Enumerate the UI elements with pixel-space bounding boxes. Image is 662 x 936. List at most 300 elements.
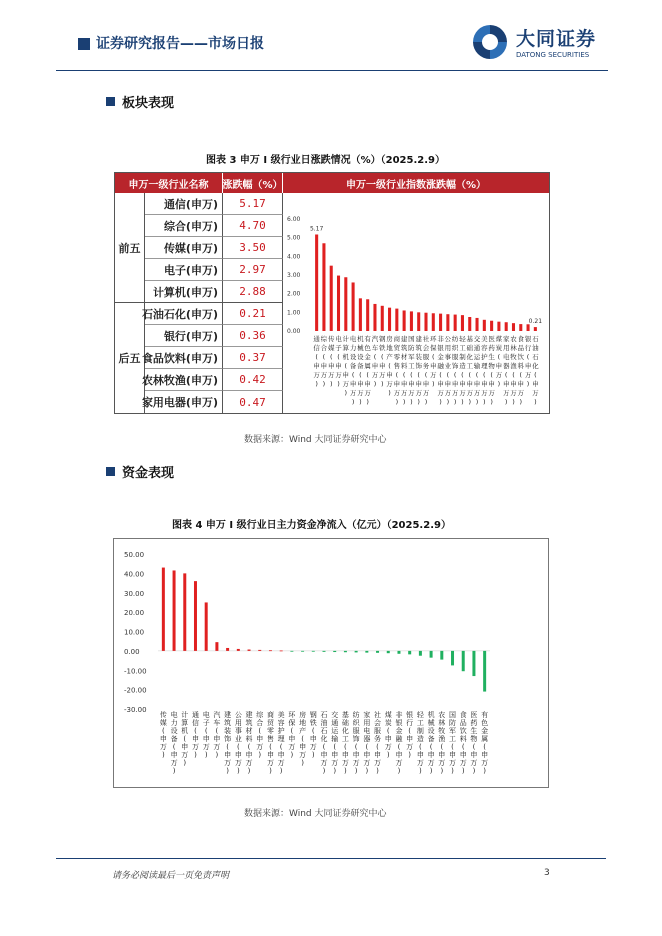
tick-label-char: 容 <box>481 344 488 352</box>
tick-label-char: ) <box>432 380 435 388</box>
tick-label-char: ( <box>410 371 413 379</box>
tick-label-char: 非 <box>395 711 403 719</box>
tick-label-char: 电 <box>202 711 210 719</box>
tick-label-char: ( <box>419 743 422 751</box>
x-tick-label <box>353 710 361 775</box>
x-tick-label <box>408 334 415 406</box>
tick-label-char: 银 <box>395 719 403 727</box>
tick-label-char: 媒 <box>327 344 335 352</box>
tick-label-char: 万 <box>299 751 307 759</box>
tick-label-char: 万 <box>213 743 221 751</box>
bar <box>497 322 500 331</box>
tick-label-char: 申 <box>327 362 335 370</box>
tick-label-char: 汽 <box>371 335 379 343</box>
tick-label-char: 申 <box>352 751 360 759</box>
tick-label-char: 材 <box>400 353 408 361</box>
figure4-chart-frame <box>113 538 549 788</box>
bar <box>505 322 508 331</box>
tick-label-char: 申 <box>517 380 525 388</box>
tick-label-char: ( <box>269 743 272 751</box>
tick-label-char: 万 <box>470 759 478 767</box>
tick-label-char: 申 <box>466 380 473 388</box>
tick-label-char: 万 <box>335 371 342 379</box>
tick-label-char: 生 <box>470 727 478 735</box>
tick-label-char: 器 <box>502 362 510 370</box>
table-row-value: 2.97 <box>223 259 283 281</box>
tick-label-char: ) <box>468 398 472 406</box>
tick-label-char: 申 <box>459 380 466 388</box>
x-tick-label <box>496 334 503 388</box>
tick-label-char: 申 <box>481 380 488 388</box>
tick-label-char: 国 <box>408 335 415 343</box>
table-row-name: 计算机(申万) <box>145 281 223 303</box>
bar <box>337 276 340 331</box>
bar <box>258 650 261 651</box>
tick-label-char: 机 <box>427 711 435 719</box>
x-tick-label <box>518 334 525 406</box>
tick-label-char: 饰 <box>451 362 459 370</box>
tick-label-char: 申 <box>364 380 371 388</box>
tick-label-char: 申 <box>357 380 364 388</box>
tick-label-char: 申 <box>245 751 253 759</box>
tick-label-char: ( <box>497 353 501 361</box>
tick-label-char: 设 <box>349 353 357 361</box>
tick-label-char: 申 <box>449 751 457 759</box>
tick-label-char: ) <box>388 389 391 397</box>
tick-label-char: 工 <box>416 719 424 727</box>
tick-label-char: 申 <box>451 380 459 388</box>
tick-label-char: ( <box>354 743 358 751</box>
tick-label-char: 申 <box>234 751 242 759</box>
tick-label-char: ) <box>247 767 251 775</box>
x-tick-label <box>379 334 386 388</box>
tick-label-char: ) <box>337 380 340 388</box>
tick-label-char: 炭 <box>495 344 503 352</box>
bar <box>519 324 522 331</box>
tick-label-char: ) <box>258 751 262 759</box>
tick-label-char: 公 <box>444 335 452 343</box>
y-tick-label: 0.00 <box>124 647 140 656</box>
tick-label-char: 申 <box>495 362 503 370</box>
tick-label-char: 非 <box>437 335 444 343</box>
bar <box>248 650 251 651</box>
y-tick-label: 4.00 <box>287 253 301 261</box>
tick-label-char: 申 <box>444 380 452 388</box>
tick-label-char: 务 <box>422 362 430 370</box>
tick-label-char: 基 <box>466 335 473 343</box>
bar <box>365 651 368 653</box>
tick-label-char: ) <box>451 767 454 775</box>
tick-label-char: ) <box>386 751 390 759</box>
y-tick-label: 0.00 <box>287 328 301 335</box>
tick-label-char: ) <box>424 398 428 406</box>
bar <box>322 243 325 331</box>
bar <box>355 651 358 653</box>
tick-label-char: 交 <box>331 711 339 719</box>
tick-label-char: 汽 <box>213 711 221 719</box>
tick-label-char: 家 <box>502 335 510 343</box>
tick-label-char: 织 <box>352 719 360 727</box>
tick-label-char: 万 <box>427 759 435 767</box>
tick-label-char: 银 <box>406 711 414 719</box>
x-tick-label <box>428 710 435 775</box>
section-marker <box>106 97 115 106</box>
y-tick-label: 6.00 <box>287 216 301 223</box>
logo <box>470 22 610 64</box>
x-tick-label <box>386 334 393 397</box>
tick-label-char: 渔 <box>438 735 446 743</box>
tick-label-char: 制 <box>459 353 466 361</box>
tick-label-char: 万 <box>349 389 357 397</box>
table-row-name: 农林牧渔(申万) <box>145 369 223 391</box>
tick-label-char: 输 <box>473 362 481 370</box>
tick-label-char: ( <box>432 353 435 361</box>
tick-label-char: ( <box>194 727 197 735</box>
tick-label-char: 商 <box>266 711 274 719</box>
tick-label-char: 色 <box>481 719 489 727</box>
bar <box>352 282 355 331</box>
tick-label-char: ) <box>226 767 229 775</box>
tick-label-char: 铁 <box>379 344 386 352</box>
bar <box>472 651 475 676</box>
tick-label-char: ( <box>290 727 294 735</box>
tick-label-char: 万 <box>532 389 539 397</box>
tick-label-char: 申 <box>437 380 444 388</box>
fund-flow-chart <box>114 539 548 787</box>
x-tick-label <box>503 334 510 406</box>
tick-label-char: ) <box>519 398 523 406</box>
tick-label-char: ) <box>279 767 283 775</box>
bar <box>534 327 537 331</box>
tick-label-char: 申 <box>386 371 393 379</box>
column-header-change: 涨跌幅（%） <box>223 173 283 193</box>
logo-mark-icon <box>470 22 510 62</box>
tick-label-char: 申 <box>320 751 328 759</box>
tick-label-char: 食 <box>517 335 525 343</box>
tick-label-char: ( <box>439 371 442 379</box>
tick-label-char: 设 <box>170 727 178 735</box>
tick-label-char: 申 <box>342 371 350 379</box>
tick-label-char: 万 <box>406 743 414 751</box>
x-tick-label <box>363 710 370 775</box>
tick-label-char: 万 <box>357 389 364 397</box>
tick-label-char: ) <box>376 767 379 775</box>
tick-label-char: 申 <box>430 362 437 370</box>
bar <box>290 651 293 652</box>
x-tick-label <box>364 334 371 406</box>
tick-label-char: 金 <box>437 353 444 361</box>
bar <box>483 320 486 331</box>
tick-label-char: 筑 <box>224 719 232 727</box>
tick-label-char: 金 <box>481 727 489 735</box>
tick-label-char: 申 <box>416 751 424 759</box>
tick-label-char: 筑 <box>245 719 253 727</box>
tick-label-char: 万 <box>342 380 350 388</box>
tick-label-char: 申 <box>532 380 539 388</box>
bar <box>173 570 176 650</box>
x-tick-label <box>313 334 320 388</box>
tick-label-char: 申 <box>371 362 379 370</box>
tick-label-char: ( <box>366 371 369 379</box>
tick-label-char: 工 <box>341 735 349 743</box>
tick-label-char: 纺 <box>451 335 459 343</box>
tick-label-char: ( <box>526 353 530 361</box>
tick-label-char: ( <box>519 371 523 379</box>
tick-label-char: 服 <box>451 353 459 361</box>
tick-label-char: 申 <box>256 735 264 743</box>
table-row-name: 通信(申万) <box>145 193 223 215</box>
tick-label-char: 贸 <box>266 719 274 727</box>
tick-label-char: ) <box>526 380 530 388</box>
group-label-top: 前五 <box>115 193 145 303</box>
x-tick-label <box>288 711 296 759</box>
tick-label-char: 公 <box>234 711 242 719</box>
tick-label-char: 食 <box>459 711 467 719</box>
tick-label-char: 药 <box>470 719 478 727</box>
tick-label-char: 申 <box>349 380 357 388</box>
x-tick-label <box>203 710 210 759</box>
tick-label-char: ( <box>483 371 486 379</box>
tick-label-char: 产 <box>386 353 393 361</box>
bar <box>419 651 422 656</box>
tick-label-char: ) <box>429 767 433 775</box>
tick-label-char: ) <box>351 398 355 406</box>
y-tick-label: -30.00 <box>124 706 147 714</box>
tick-label-char: 万 <box>331 759 339 767</box>
tick-label-char: 万 <box>364 389 371 397</box>
tick-label-char: 万 <box>437 389 444 397</box>
tick-label-char: ) <box>483 767 487 775</box>
tick-label-char: 申 <box>309 735 317 743</box>
tick-label-char: 容 <box>277 719 285 727</box>
y-tick-label: -10.00 <box>124 667 147 676</box>
tick-label-char: 保 <box>430 344 437 352</box>
tick-label-char: ) <box>315 380 318 388</box>
bar <box>440 651 443 660</box>
tick-label-char: 万 <box>408 389 415 397</box>
tick-label-char: 银 <box>437 344 444 352</box>
tick-label-char: ( <box>483 743 487 751</box>
tick-label-char: ( <box>408 727 412 735</box>
x-tick-label <box>445 335 452 406</box>
tick-label-char: ( <box>344 743 347 751</box>
tick-label-char: 综 <box>320 335 328 343</box>
bar <box>280 650 283 651</box>
column-header-name: 申万一级行业名称 <box>115 173 223 193</box>
tick-label-char: 万 <box>481 389 488 397</box>
tick-label-char: 申 <box>170 751 178 759</box>
tick-label-char: 农 <box>438 711 446 719</box>
tick-label-char: ( <box>475 371 479 379</box>
tick-label-char: ) <box>475 398 479 406</box>
tick-label-char: 护 <box>277 727 285 735</box>
tick-label-char: ) <box>311 751 315 759</box>
tick-label-char: 美 <box>277 711 285 719</box>
tick-label-char: ( <box>402 371 406 379</box>
tick-label-char: 申 <box>393 380 401 388</box>
tick-label-char: 申 <box>320 362 328 370</box>
tick-label-char: 备 <box>427 735 435 743</box>
tick-label-char: 林 <box>438 719 446 727</box>
y-tick-label: 40.00 <box>124 570 145 579</box>
tick-label-char: 售 <box>266 735 274 743</box>
tick-label-char: 料 <box>400 362 408 370</box>
tick-label-char: ( <box>258 727 262 735</box>
x-tick-label <box>481 710 488 775</box>
tick-label-char: 务 <box>374 735 382 743</box>
bar <box>490 321 493 331</box>
bar <box>454 315 457 331</box>
tick-label-char: 电 <box>170 711 178 719</box>
tick-label-char: ( <box>333 743 337 751</box>
tick-label-char: 轻 <box>416 711 424 719</box>
tick-label-char: 国 <box>449 711 457 719</box>
tick-label-char: 零 <box>266 727 274 735</box>
tick-label-char: 万 <box>444 389 452 397</box>
group-label-bottom: 后五 <box>115 303 145 413</box>
tick-label-char: 媒 <box>159 719 167 727</box>
tick-label-char: 计 <box>181 711 189 719</box>
bar <box>468 317 471 331</box>
tick-label-char: ( <box>386 727 390 735</box>
tick-label-char: 事 <box>234 727 242 735</box>
tick-label-char: ) <box>344 389 348 397</box>
x-tick-label <box>171 710 178 775</box>
tick-label-char: ( <box>172 743 176 751</box>
tick-label-char: 申 <box>438 751 446 759</box>
tick-label-char: ( <box>534 371 537 379</box>
tick-label-char: ( <box>236 743 240 751</box>
tick-label-char: 商 <box>393 335 401 343</box>
tick-label-char: 工 <box>449 735 457 743</box>
tick-label-char: 油 <box>532 344 539 352</box>
tick-label-char: 造 <box>459 362 466 370</box>
tick-label-char: ( <box>322 743 326 751</box>
tick-label-char: ) <box>359 398 362 406</box>
bar <box>439 314 442 331</box>
tick-label-char: 融 <box>437 362 444 370</box>
x-tick-label <box>438 710 445 775</box>
figure4-caption: 图表 4 申万 I 级行业日主力资金净流入（亿元）（2025.2.9） <box>172 520 451 531</box>
tick-label-char: 万 <box>327 371 335 379</box>
bar <box>226 648 229 651</box>
tick-label-char: ( <box>376 743 379 751</box>
logo-english: DATONG SECURITIES <box>516 51 590 59</box>
x-tick-label <box>401 334 408 406</box>
tick-label-char: 备 <box>170 735 178 743</box>
tick-label-char: ) <box>161 751 165 759</box>
tick-label-char: ) <box>322 380 326 388</box>
tick-label-char: ) <box>512 398 515 406</box>
tick-label-char: 用 <box>234 719 242 727</box>
tick-label-char: ( <box>451 743 454 751</box>
bar <box>315 234 318 331</box>
tick-label-char: 申 <box>363 751 371 759</box>
tick-label-char: ) <box>366 398 369 406</box>
tick-label-char: 础 <box>466 344 473 352</box>
tick-label-char: ) <box>534 398 537 406</box>
tick-label-char: ) <box>329 380 333 388</box>
tick-label-char: 产 <box>299 727 307 735</box>
tick-label-char: 物 <box>488 362 495 370</box>
x-tick-label <box>224 710 231 775</box>
bar <box>344 277 347 331</box>
tick-label-char: ) <box>354 767 358 775</box>
x-tick-label <box>235 711 242 775</box>
tick-label-char: 饰 <box>415 362 422 370</box>
bar <box>512 323 515 331</box>
figure3-table <box>114 172 550 414</box>
x-tick-label <box>415 334 422 406</box>
bar <box>205 602 208 650</box>
x-tick-label <box>256 710 264 759</box>
tick-label-char: 牧 <box>510 353 517 361</box>
table-row-value: 0.37 <box>223 347 283 369</box>
tick-label-char: 输 <box>331 735 339 743</box>
tick-label-char: 零 <box>393 353 401 361</box>
x-tick-label <box>488 335 495 406</box>
x-tick-label <box>310 710 317 759</box>
x-tick-label <box>459 334 466 406</box>
bar <box>451 651 454 666</box>
tick-label-char: ( <box>337 353 340 361</box>
tick-label-char: 万 <box>451 389 459 397</box>
column-header-chart: 申万一级行业指数涨跌幅（%） <box>283 173 549 193</box>
tick-label-char: 传 <box>327 335 335 343</box>
tick-label-char: 设 <box>357 353 364 361</box>
data-label: 0.21 <box>528 318 543 326</box>
section-title-sector: 板块表现 <box>122 96 175 111</box>
tick-label-char: 申 <box>502 380 510 388</box>
tick-label-char: ( <box>461 371 464 379</box>
x-tick-label <box>437 334 444 406</box>
x-tick-label <box>267 710 275 775</box>
tick-label-char: 万 <box>170 759 178 767</box>
tick-label-char: 申 <box>488 380 495 388</box>
tick-label-char: 申 <box>470 751 478 759</box>
tick-label-char: 医 <box>470 711 478 719</box>
x-tick-label <box>192 710 199 759</box>
x-tick-label <box>331 710 339 775</box>
tick-label-char: 行 <box>406 719 414 727</box>
x-tick-label <box>449 710 456 775</box>
tick-label-char: ( <box>183 735 187 743</box>
tick-label-char: 万 <box>416 759 424 767</box>
tick-label-char: 车 <box>213 719 221 727</box>
tick-label-char: 申 <box>288 735 296 743</box>
tick-label-char: 化 <box>466 353 473 361</box>
bar <box>359 298 362 331</box>
tick-label-char: 业 <box>234 735 242 743</box>
tick-label-char: 社 <box>374 711 382 719</box>
tick-label-char: 材 <box>245 727 253 735</box>
page-number: 3 <box>544 868 550 878</box>
tick-label-char: 万 <box>374 759 382 767</box>
tick-label-char: 子 <box>335 344 342 352</box>
sector-change-chart <box>283 193 549 413</box>
tick-label-char: 申 <box>224 751 232 759</box>
tick-label-char: ) <box>380 380 384 388</box>
bar <box>366 299 369 331</box>
tick-label-char: 饮 <box>459 727 467 735</box>
bar <box>323 651 326 652</box>
tick-label-char: 料 <box>517 362 525 370</box>
tick-label-char: 工 <box>408 362 415 370</box>
x-tick-label <box>510 334 517 406</box>
bar <box>183 573 186 651</box>
tick-label-char: 美 <box>481 335 488 343</box>
report-type: 证券研究报告——市场日报 <box>96 36 264 52</box>
